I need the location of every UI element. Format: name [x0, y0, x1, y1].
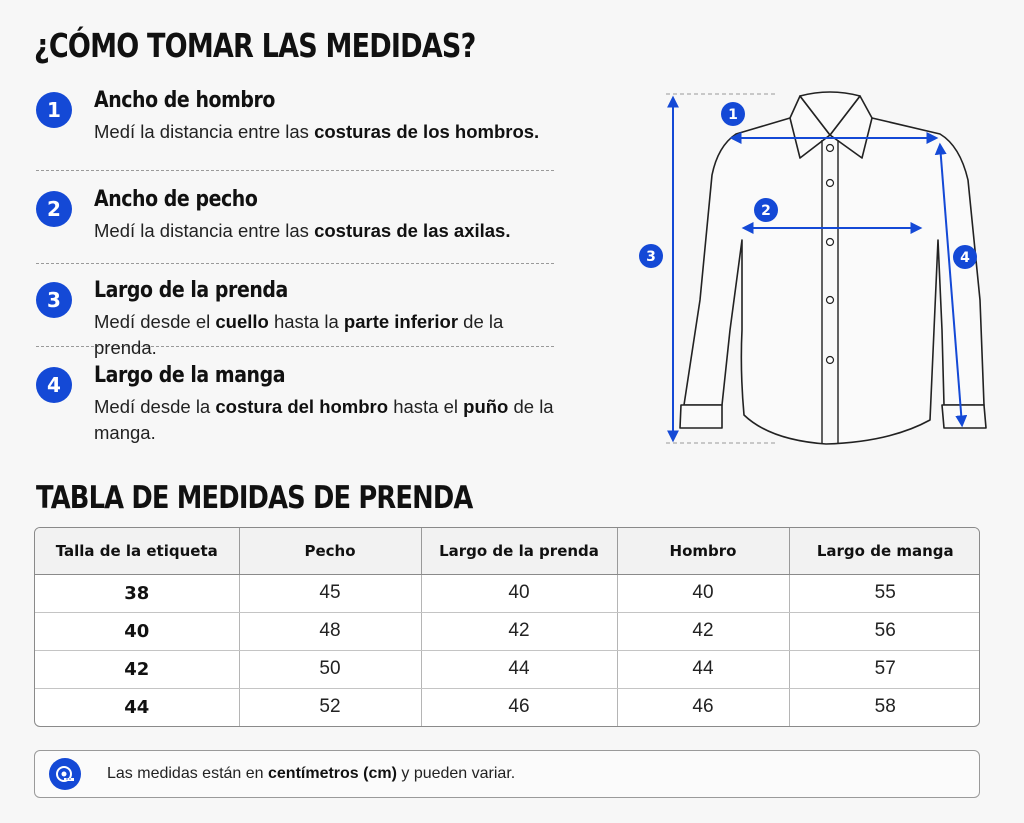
table-cell: 46	[421, 688, 617, 726]
size-table	[34, 527, 980, 727]
table-row	[35, 650, 980, 688]
table-cell: 52	[239, 688, 421, 726]
step-heading: Ancho de hombro	[94, 88, 275, 113]
table-row	[35, 688, 980, 726]
step-garment-length	[36, 278, 556, 358]
diagram-label-1: 1	[728, 107, 738, 123]
dashed-divider	[36, 170, 554, 171]
table-header: Hombro	[617, 528, 789, 574]
shirt-outline	[684, 118, 984, 444]
size-cell: 42	[35, 650, 239, 688]
table-cell: 55	[789, 574, 980, 612]
table-cell: 40	[421, 574, 617, 612]
table-header: Largo de manga	[789, 528, 980, 574]
step-number-badge: 3	[36, 282, 72, 318]
table-cell: 58	[874, 696, 896, 718]
table-cell: 50	[239, 650, 421, 688]
shirt-diagram	[630, 88, 1000, 458]
right-cuff	[942, 405, 986, 428]
step-shoulder-width	[36, 88, 556, 154]
page-title: ¿CÓMO TOMAR LAS MEDIDAS?	[34, 26, 476, 65]
table-header: Largo de la prenda	[421, 528, 617, 574]
diagram-label-2: 2	[761, 203, 771, 219]
table-cell: 45	[239, 574, 421, 612]
button	[827, 239, 834, 246]
button	[827, 145, 834, 152]
table-header: Talla de la etiqueta	[35, 528, 239, 574]
step-number-badge: 1	[36, 92, 72, 128]
step-description: Medí la distancia entre las costuras de las axilas.	[94, 220, 511, 241]
table-row	[35, 612, 980, 650]
size-table-title: TABLA DE MEDIDAS DE PRENDA	[36, 480, 473, 516]
table-cell: 57	[789, 650, 980, 688]
size-cell: 44	[35, 688, 239, 726]
units-note	[34, 750, 980, 798]
table-cell: 44	[421, 650, 617, 688]
table-cell: 42	[617, 612, 789, 650]
step-description: Medí la distancia entre las costuras de los hombros.	[94, 121, 540, 142]
table-cell: 42	[421, 612, 617, 650]
button	[827, 297, 834, 304]
measurement-steps	[36, 88, 556, 446]
table-cell: 40	[617, 574, 789, 612]
table-cell: 56	[789, 612, 980, 650]
measuring-tape-icon	[49, 758, 81, 790]
step-heading: Largo de la prenda	[94, 278, 288, 303]
diagram-label-4: 4	[960, 250, 970, 266]
table-header-row	[35, 528, 980, 574]
step-number-badge: 2	[36, 191, 72, 227]
step-description: Medí desde el cuello hasta la parte inferior de la prenda.	[94, 311, 504, 358]
diagram-label-3: 3	[646, 249, 656, 265]
table-header: Pecho	[239, 528, 421, 574]
size-cell: 40	[35, 612, 239, 650]
button	[827, 180, 834, 187]
units-note-text: Las medidas están en centímetros (cm) y pueden variar.	[107, 765, 516, 782]
size-cell: 38	[35, 574, 239, 612]
table-cell: 48	[239, 612, 421, 650]
step-description: Medí desde la costura del hombro hasta el puño de la manga.	[94, 396, 554, 443]
step-heading: Largo de la manga	[94, 363, 286, 388]
dashed-divider	[36, 263, 554, 264]
step-chest-width	[36, 187, 556, 253]
step-number-badge: 4	[36, 367, 72, 403]
left-cuff	[680, 405, 722, 428]
table-cell: 46	[617, 688, 789, 726]
button	[827, 357, 834, 364]
step-heading: Ancho de pecho	[94, 187, 258, 212]
table-row	[35, 574, 980, 612]
step-sleeve-length	[36, 363, 556, 446]
table-cell: 44	[617, 650, 789, 688]
